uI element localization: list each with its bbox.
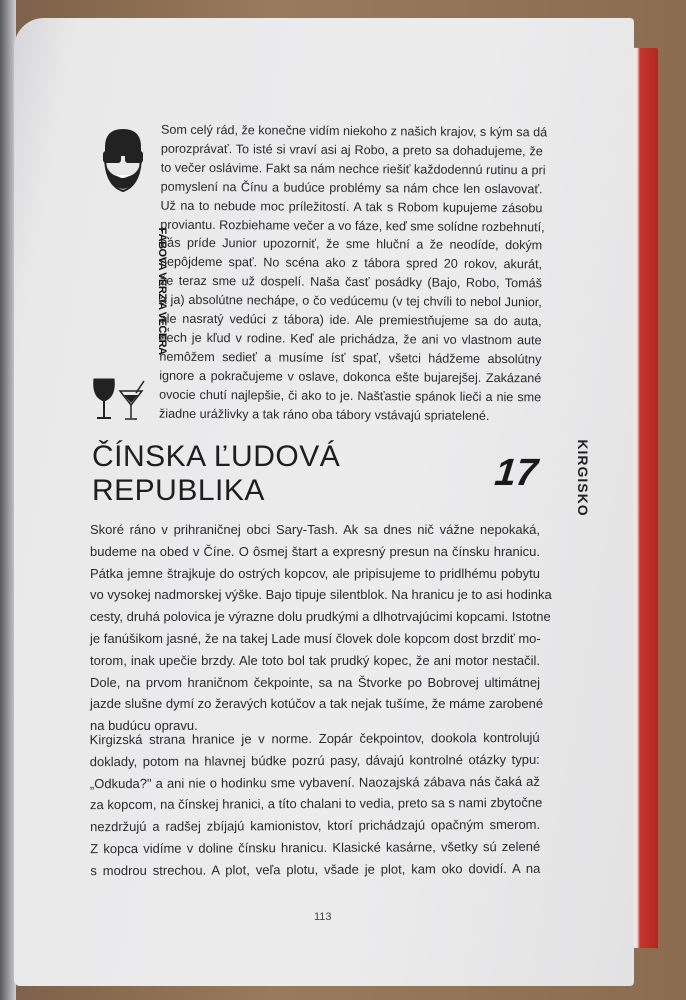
text-line: vo vysokej nadmorskej výške. Bajo tipuje silentblok. Na hranicu je to asi hodinka (90, 587, 552, 603)
text-line: nemôžem sedieť a musíme ísť spať, všetci hádžeme absolútny (159, 349, 542, 367)
text-line: jazde slušne dymí zo žeravých kotúčov a tak nejak tušíme, že máme zarobené (90, 696, 544, 712)
text-line: s modrou strechou. A plot, veľa plotu, všade je plot, kam oko dovidí. A na (90, 860, 541, 878)
chapter-title-line-2: REPUBLIKA (92, 474, 265, 507)
text-line: torom, inak upečie brzdy. Ale toto bol tak prudký kopec, že ani motor nestačil. (90, 652, 540, 668)
wine-glass-icon (94, 379, 115, 418)
text-line: a ja) absolútne nechápe, o čo vedúcemu (v tej chvíli to nebol Junior, (159, 292, 542, 310)
text-line: nech je kľud v rodine. Keď ale prichádza, že ani vo vlastnom aute (159, 330, 542, 348)
text-line: „Odkuda?" a ani nie o hodinku sme vybavení. Naozajská zábava nás čaká až (89, 773, 540, 791)
chapter-title-line-1: ČÍNSKA ĽUDOVÁ (92, 440, 341, 473)
text-line: Dole, na prvom hraničnom čekpointe, sa na Štvorke po Bobrovej ultimátnej (90, 674, 540, 690)
text-line: porozprávať. To isté si vraví asi aj Robo, a preto sa dohadujeme, že (160, 141, 543, 159)
sidebar-story-paragraph (158, 121, 548, 426)
country-running-head: KIRGISKO (575, 439, 591, 517)
text-line: ale nasratý vedúci z tábora) ide. Ale premiestňujeme sa do auta, (159, 311, 542, 329)
text-line: doklady, potom na hlavnej búdke pozrú pasy, dávajú kontrolné otázky typu: (89, 751, 540, 769)
text-line: Som celý rád, že konečne vidím niekoho z našich krajov, s kým sa dá (160, 122, 548, 140)
chapter-title (92, 440, 340, 508)
text-line: Už na to nebude moc príležitostí. A tak s Robom kupujeme zásobu (160, 198, 543, 215)
text-line: Skoré ráno v prihraničnej obci Sary-Tash. Ak sa dnes nič vážne nepokaká, (90, 522, 540, 537)
text-line: ignore a pokračujeme v oslave, dokonca ešte bujarejšej. Zakázané (159, 368, 542, 386)
text-line: je fanúšikom jasné, že na takej Lade musí človek dole kopcom dost brzdiť mo- (90, 630, 541, 646)
text-line: to večer oslávime. Fakt sa nám nechce riešiť každodennú rutinu a pri (160, 160, 546, 178)
body-paragraph-1 (90, 519, 552, 737)
text-line: Z kopca vidíme v doline čínsku hranicu. Klasické kasárne, všetky sú zelené (90, 838, 541, 857)
text-line: nepôjdeme spať. No scéna ako z tábora spred 20 rokov, akurát, (160, 255, 543, 272)
page-number: 113 (314, 911, 332, 923)
body-paragraph-2 (90, 727, 541, 882)
text-line: pomyslení na Čínu a budúce problémy sa nám chce len oslavovať. (160, 179, 543, 197)
text-line: budeme na obed v Číne. O ôsmej štart a expresný presun na čínsku hranicu. (90, 543, 540, 559)
text-line: nezdržujú a radšej zbíjajú kamionistov, ktorí prichádzajú opačným smerom. (90, 817, 541, 835)
text-line: žiadne urážlivky a tak ráno oba tábory vstávajú spriatelené. (158, 406, 490, 423)
text-line: nás príde Junior upozorniť, že sme hluční a že neodíde, dokým (160, 236, 543, 253)
text-line: cesty, druhá polovica je výrazne dolu prudkými a dlhotrvajúcimi kopcami. Istotne (90, 609, 551, 625)
chapter-number: 17 (492, 452, 540, 494)
bearded-face-sunglasses-icon (95, 125, 151, 195)
sidebar-label: FÁBOVA VERZIA VEČERA (156, 227, 168, 355)
text-line: že teraz sme už dospelí. Naša časť posádky (Bajo, Robo, Tomáš (159, 273, 542, 291)
text-line: Kirgizská strana hranice je v norme. Zopár čekpointov, dookola kontrolujú (89, 729, 540, 748)
text-line: na budúcu opravu. (90, 718, 198, 734)
text-line: proviantu. Rozbiehame večer a vo fáze, keď sme solídne rozbehnutí, (160, 217, 545, 234)
text-line: Pátka jemne štrajkuje do ostrých kopcov, ale pripisujeme to pridlhému pobytu (90, 565, 540, 581)
text-line: ovocie chutí najlepšie, či ako to je. Našťastie spánok lieči a nie sme (159, 387, 542, 405)
text-line: za kopcom, na čínskej hranici, a títo chalani to vedia, preto sa s nami zbytočne (89, 795, 543, 813)
drinks-icons (90, 375, 150, 423)
cocktail-glass-icon (120, 381, 144, 419)
